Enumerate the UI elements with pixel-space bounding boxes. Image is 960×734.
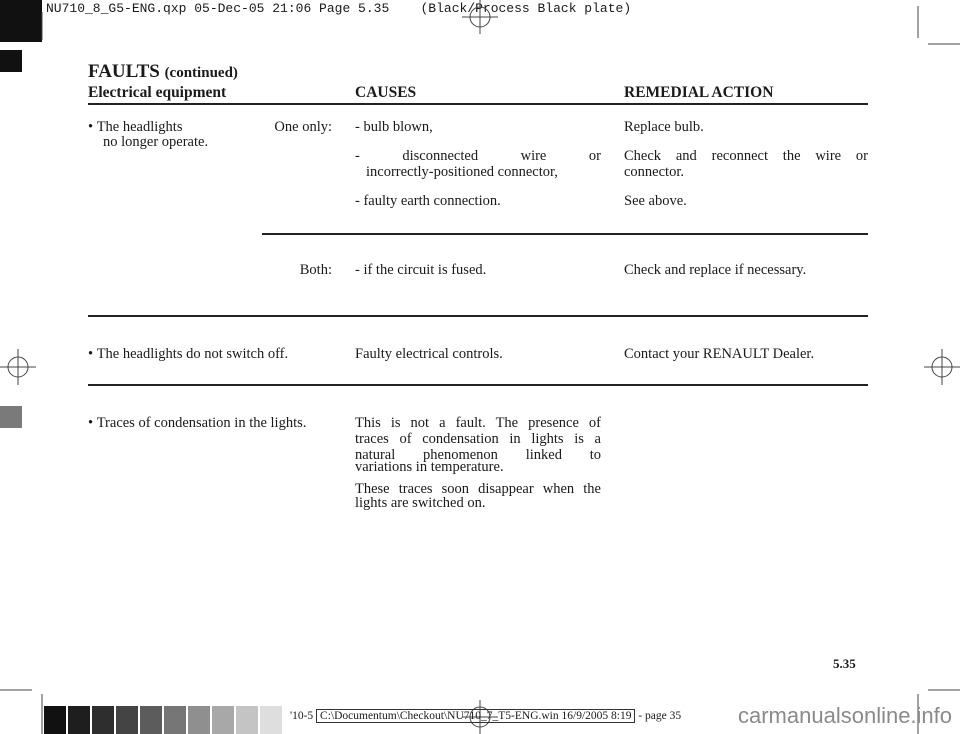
plate-label: (Black/Process Black plate) [420, 1, 632, 16]
cause-faulty-earth: - faulty earth connection. [355, 193, 501, 209]
color-swatch [188, 706, 210, 734]
color-swatch [116, 706, 138, 734]
page-number: 5.35 [833, 656, 856, 671]
color-swatch [68, 706, 90, 734]
color-bar [44, 706, 286, 734]
watermark: carmanualsonline.info [738, 703, 953, 728]
page-title-suffix: (continued) [164, 65, 238, 81]
cause-disconnected-wire-cont: incorrectly-positioned connector, [366, 164, 558, 180]
remedy-see-above: See above. [624, 193, 687, 209]
remedy-contact-dealer: Contact your RENAULT Dealer. [624, 346, 815, 362]
cause-bulb-blown: - bulb blown, [355, 119, 433, 135]
cause-faulty-controls: Faulty electrical controls. [355, 346, 503, 362]
color-swatch [92, 706, 114, 734]
row-rule-2 [88, 384, 868, 386]
color-swatch [140, 706, 162, 734]
symptom-line-2: no longer operate. [103, 134, 209, 150]
symptom-text: Traces of condensation in the lights. [96, 415, 307, 431]
footer-path: C:\Documentum\Checkout\NU710_7_T5-ENG.win 16/9/2005 8:19 [316, 709, 635, 723]
condensation-p2-line-1: These traces soon disappear when the [355, 481, 601, 497]
remedy-check-reconnect-cont: connector. [624, 164, 684, 180]
symptom-line-1: The headlights [96, 119, 183, 135]
symptom-headlights-no-switch-off [88, 346, 288, 363]
condensation-p2-line-2: lights are switched on. [355, 495, 486, 511]
color-swatch [260, 706, 282, 734]
qualifier-one-only: One only: [274, 119, 332, 135]
cause-circuit-fused: - if the circuit is fused. [355, 262, 487, 278]
remedy-check-reconnect: Check and reconnect the wire or [624, 148, 868, 164]
header-rule [88, 103, 868, 105]
qualifier-both: Both: [299, 262, 332, 278]
row-rule-1 [88, 315, 868, 317]
print-slug-text: NU710_8_G5-ENG.qxp 05-Dec-05 21:06 Page 5.35 [46, 1, 390, 16]
footer-imprint [290, 709, 681, 723]
color-swatch [164, 706, 186, 734]
page-title [88, 61, 238, 84]
section-heading: Electrical equipment [88, 84, 227, 101]
causes-heading: CAUSES [355, 84, 417, 101]
condensation-line-3: natural phenomenon linked to [355, 447, 601, 463]
symptom-condensation [88, 415, 306, 432]
remedy-check-replace: Check and replace if necessary. [624, 262, 807, 278]
cause-disconnected-wire: - disconnected wire or [355, 148, 601, 164]
condensation-line-1: This is not a fault. The presence of [355, 415, 601, 431]
footer-suffix: - page 35 [638, 710, 682, 722]
symptom-text: The headlights do not switch off. [96, 346, 289, 362]
bullet: • [88, 119, 94, 135]
color-swatch [44, 706, 66, 734]
condensation-line-2: traces of condensation in lights is a [355, 431, 601, 447]
page-title-main: FAULTS [88, 61, 160, 82]
footer-prefix: '10-5 [290, 710, 314, 722]
sub-rule [262, 233, 868, 235]
remedial-action-heading: REMEDIAL ACTION [624, 84, 774, 101]
remedy-replace-bulb: Replace bulb. [624, 119, 704, 135]
condensation-line-4: variations in temperature. [355, 459, 504, 475]
bullet: • [88, 346, 94, 362]
color-swatch [212, 706, 234, 734]
color-swatch [236, 706, 258, 734]
bullet: • [88, 415, 94, 431]
